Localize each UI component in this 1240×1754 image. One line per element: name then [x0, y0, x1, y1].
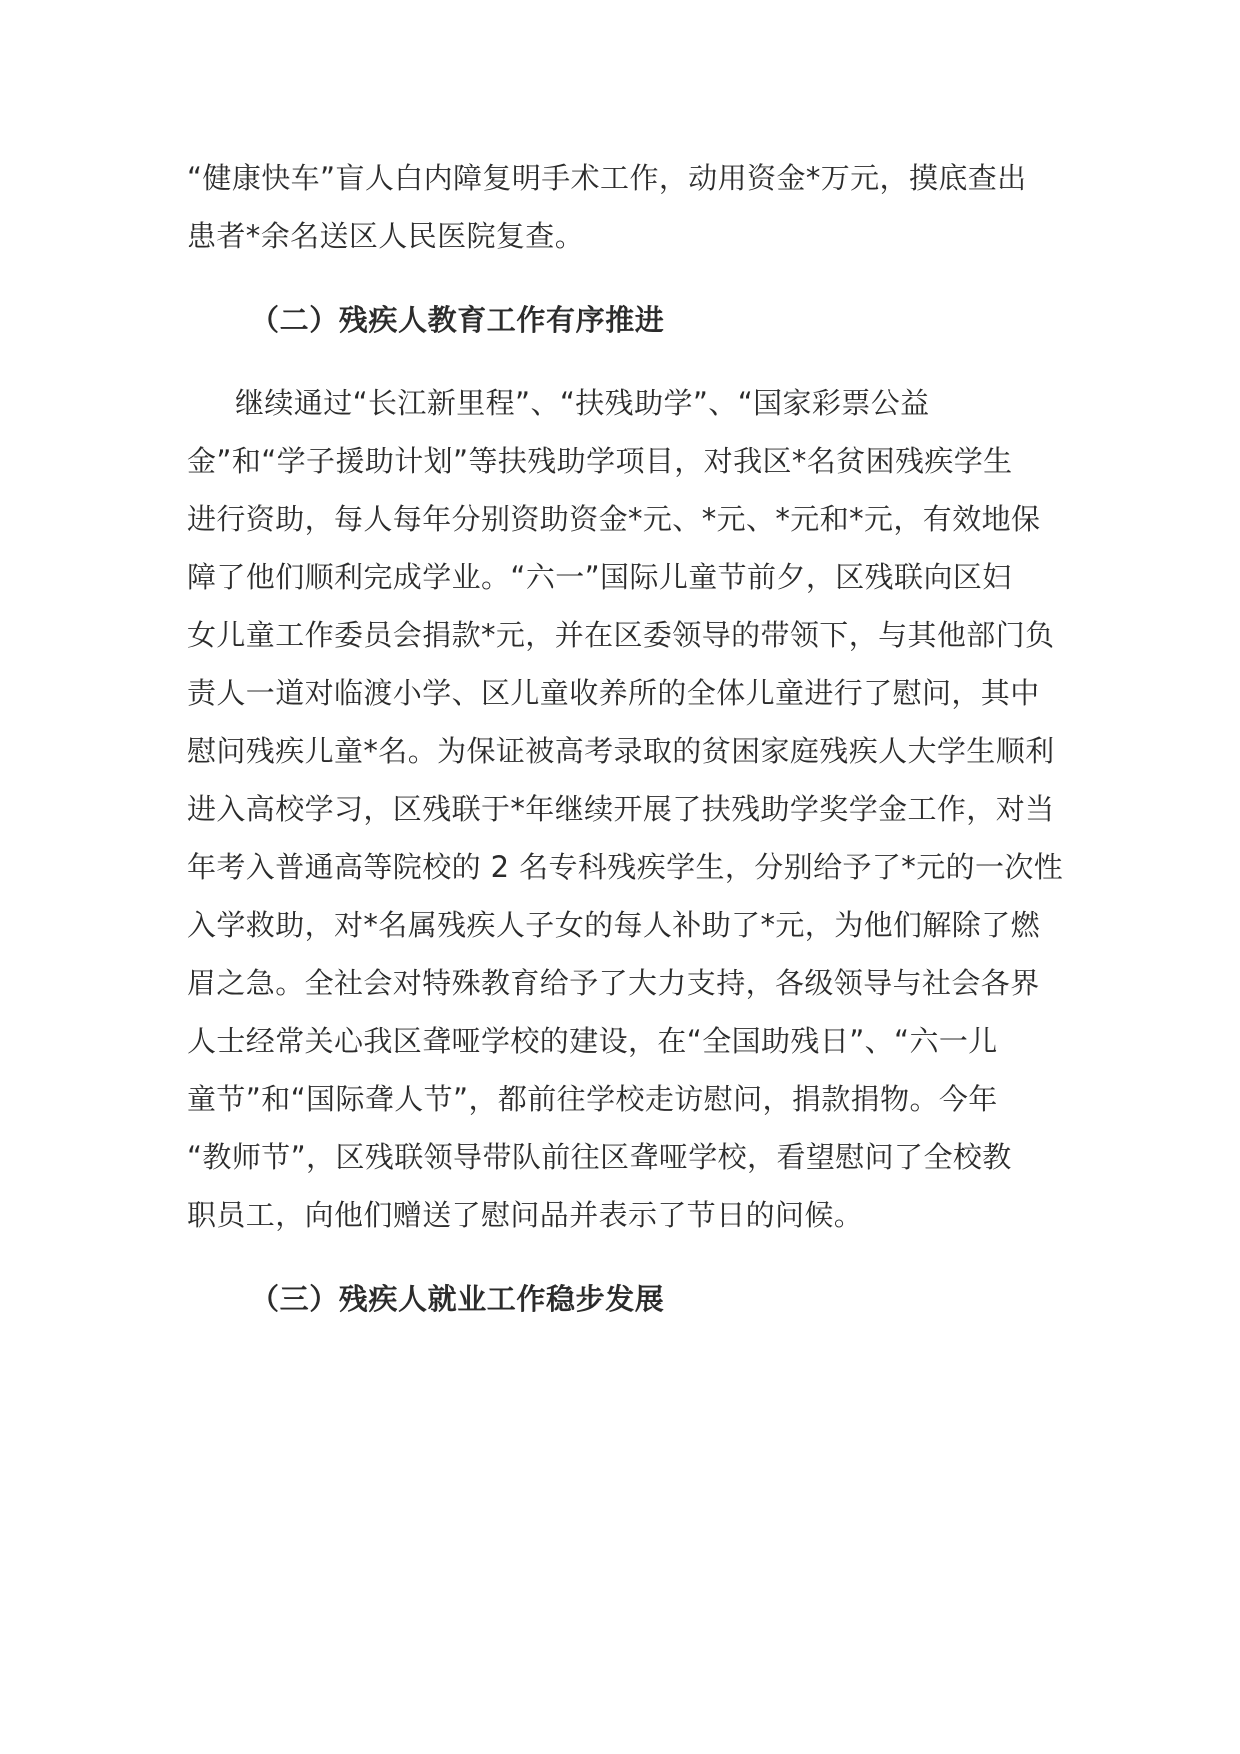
paragraph-line: 金”和“学子援助计划”等扶残助学项目，对我区*名贫困残疾学生 — [187, 444, 1013, 478]
paragraph-line: 年考入普通高等院校的 2 名专科残疾学生，分别给予了*元的一次性 — [187, 850, 1064, 884]
paragraph-line: “教师节”，区残联领导带队前往区聋哑学校，看望慰问了全校教 — [187, 1140, 1012, 1174]
paragraph-line: 患者*余名送区人民医院复查。 — [187, 219, 585, 253]
paragraph-line: 人士经常关心我区聋哑学校的建设，在“全国助残日”、“六一儿 — [187, 1024, 998, 1058]
section-heading: （三）残疾人就业工作稳步发展 — [250, 1282, 665, 1316]
paragraph-line: 障了他们顺利完成学业。“六一”国际儿童节前夕，区残联向区妇 — [187, 560, 1012, 594]
paragraph-line: 慰问残疾儿童*名。为保证被高考录取的贫困家庭残疾人大学生顺利 — [187, 734, 1055, 768]
paragraph-line: 职员工，向他们赠送了慰问品并表示了节日的问候。 — [187, 1198, 864, 1232]
paragraph-line: 女儿童工作委员会捐款*元，并在区委领导的带领下，与其他部门负 — [187, 618, 1055, 652]
section-heading: （二）残疾人教育工作有序推进 — [250, 303, 665, 337]
paragraph-line: 责人一道对临渡小学、区儿童收养所的全体儿童进行了慰问，其中 — [187, 676, 1040, 710]
paragraph-line: 童节”和“国际聋人节”，都前往学校走访慰问，捐款捐物。今年 — [187, 1082, 998, 1116]
paragraph-line: 眉之急。全社会对特殊教育给予了大力支持，各级领导与社会各界 — [187, 966, 1040, 1000]
paragraph-line: “健康快车”盲人白内障复明手术工作，动用资金*万元，摸底查出 — [187, 161, 1027, 195]
paragraph-line: 进入高校学习，区残联于*年继续开展了扶残助学奖学金工作，对当 — [187, 792, 1055, 826]
paragraph-line: 入学救助，对*名属残疾人子女的每人补助了*元，为他们解除了燃 — [187, 908, 1041, 942]
paragraph-line: 继续通过“长江新里程”、“扶残助学”、“国家彩票公益 — [235, 386, 930, 420]
paragraph-line: 进行资助，每人每年分别资助资金*元、*元、*元和*元，有效地保 — [187, 502, 1041, 536]
